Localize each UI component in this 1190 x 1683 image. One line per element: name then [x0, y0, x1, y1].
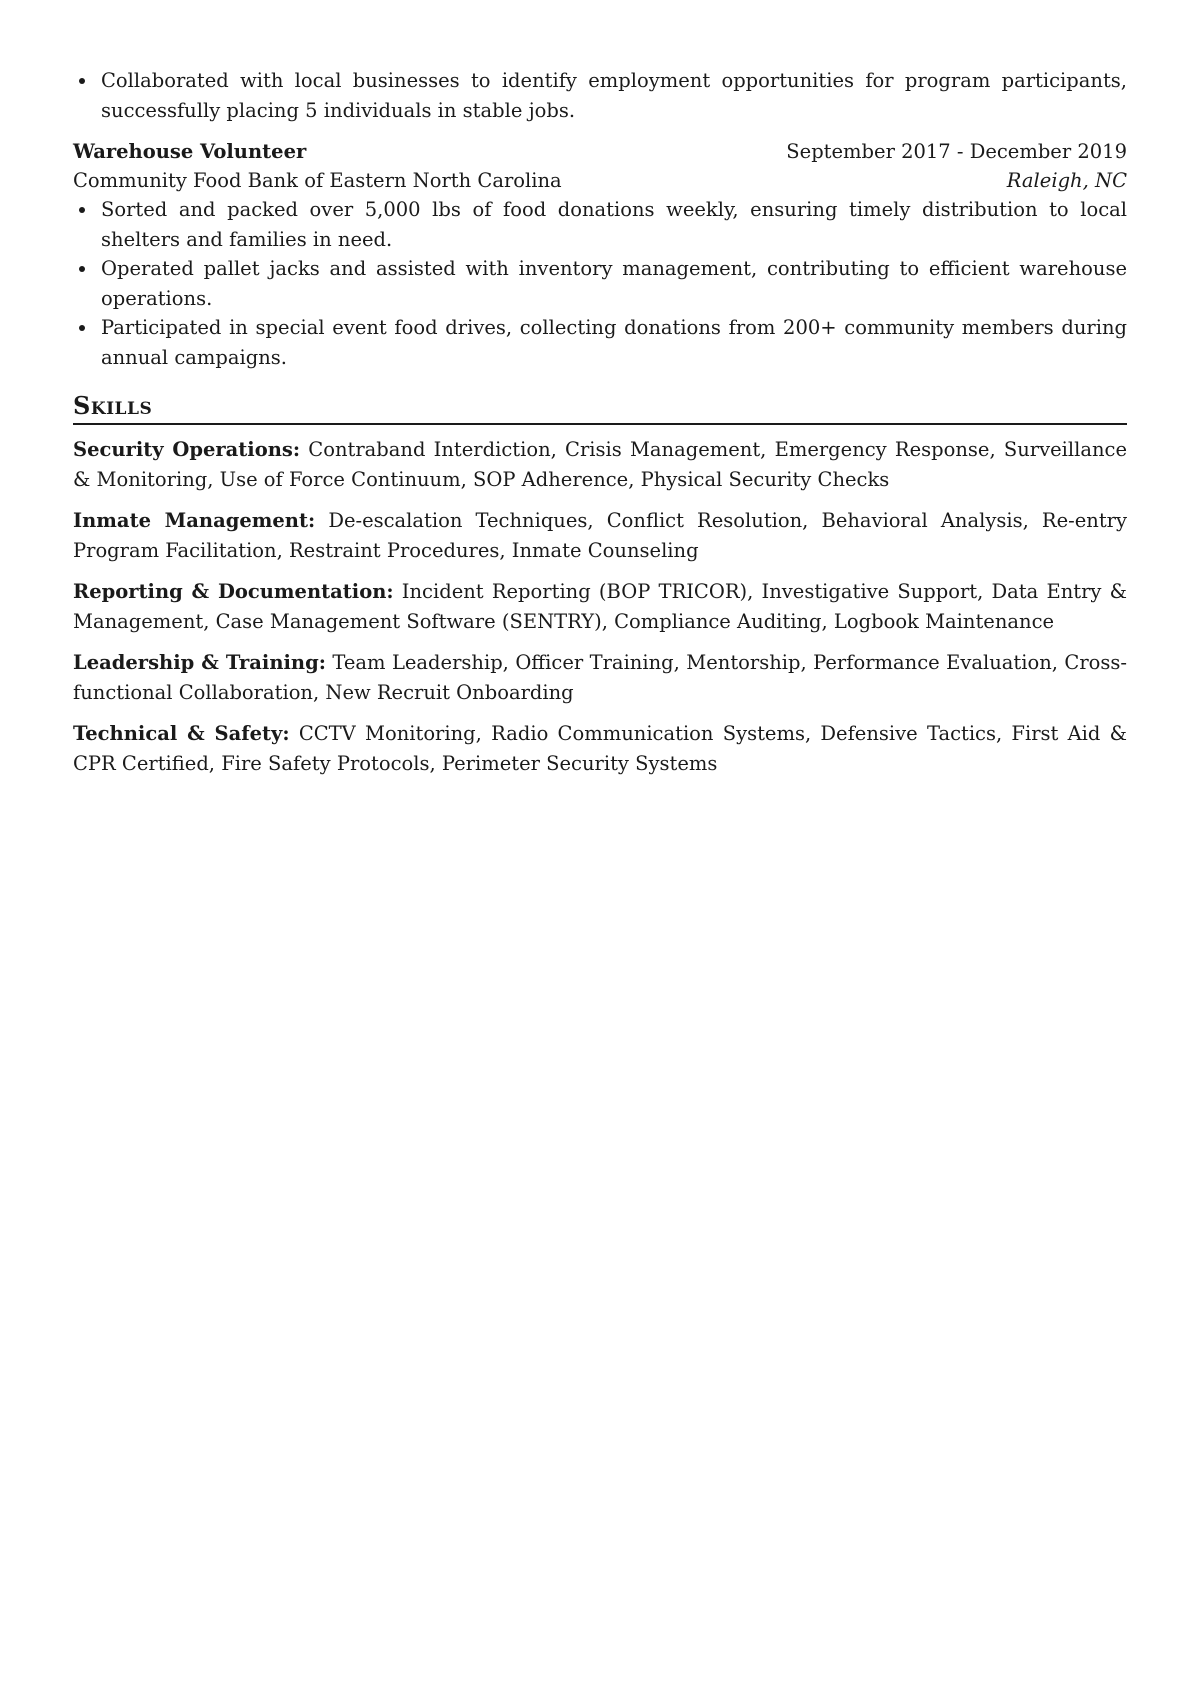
- skill-group: [73, 577, 1127, 636]
- bullet-dot-icon: [79, 325, 85, 331]
- bullet-dot-icon: [79, 78, 85, 84]
- bullet-dot-icon: [79, 266, 85, 272]
- skill-items: CCTV Monitoring, Radio Communication Systems, Defensive Tactics, First Aid & CPR Certified, Fire Safety Protocols, Perimeter Security Systems: [73, 722, 1128, 775]
- bullet-item: [73, 254, 1127, 313]
- bullet-item: [73, 313, 1127, 372]
- entry-bullet-list: [73, 195, 1127, 372]
- skill-group: [73, 435, 1127, 494]
- carryover-bullet-list: [73, 66, 1127, 125]
- skill-category: Security Operations:: [73, 438, 301, 461]
- bullet-item: [73, 195, 1127, 254]
- skill-items: Incident Reporting (BOP TRICOR), Investigative Support, Data Entry & Management, Case Management Software (SENTRY), Compliance Auditing, Logbook Maintenance: [73, 580, 1128, 633]
- bullet-dot-icon: [79, 207, 85, 213]
- entry-role: Warehouse Volunteer: [73, 140, 307, 163]
- bullet-item: [73, 66, 1127, 125]
- skill-category: Inmate Management:: [73, 509, 316, 532]
- entry-subheader-row: [73, 166, 1127, 196]
- skill-category: Reporting & Documentation:: [73, 580, 394, 603]
- skill-items: Contraband Interdiction, Crisis Management, Emergency Response, Surveillance & Monitoring, Use of Force Continuum, SOP Adherence, Physical Security Checks: [73, 438, 1128, 491]
- skill-category: Leadership & Training:: [73, 651, 326, 674]
- skills-list: [73, 435, 1127, 790]
- bullet-text: Collaborated with local businesses to identify employment opportunities for program participants, successfully placing 5 individuals in stable jobs.: [101, 69, 1127, 122]
- entry-organization: Community Food Bank of Eastern North Carolina: [73, 169, 562, 192]
- entry-header-row: [73, 137, 1127, 167]
- bullet-text: Operated pallet jacks and assisted with inventory management, contributing to efficient warehouse operations.: [101, 257, 1127, 310]
- bullet-text: Sorted and packed over 5,000 lbs of food donations weekly, ensuring timely distribution to local shelters and families in need.: [101, 198, 1127, 251]
- section-heading-skills: Skills: [73, 391, 1127, 425]
- skill-items: De-escalation Techniques, Conflict Resolution, Behavioral Analysis, Re-entry Program Facilitation, Restraint Procedures, Inmate Counseling: [73, 509, 1128, 562]
- skill-category: Technical & Safety:: [73, 722, 290, 745]
- entry-dates: September 2017 - December 2019: [786, 140, 1127, 163]
- skill-group: [73, 506, 1127, 565]
- entry-location: Raleigh, NC: [1006, 169, 1127, 192]
- bullet-text: Participated in special event food drives, collecting donations from 200+ community members during annual campaigns.: [101, 316, 1127, 369]
- skill-group: [73, 648, 1127, 707]
- skill-group: [73, 719, 1127, 778]
- skill-items: Team Leadership, Officer Training, Mentorship, Performance Evaluation, Cross-functional Collaboration, New Recruit Onboarding: [73, 651, 1127, 704]
